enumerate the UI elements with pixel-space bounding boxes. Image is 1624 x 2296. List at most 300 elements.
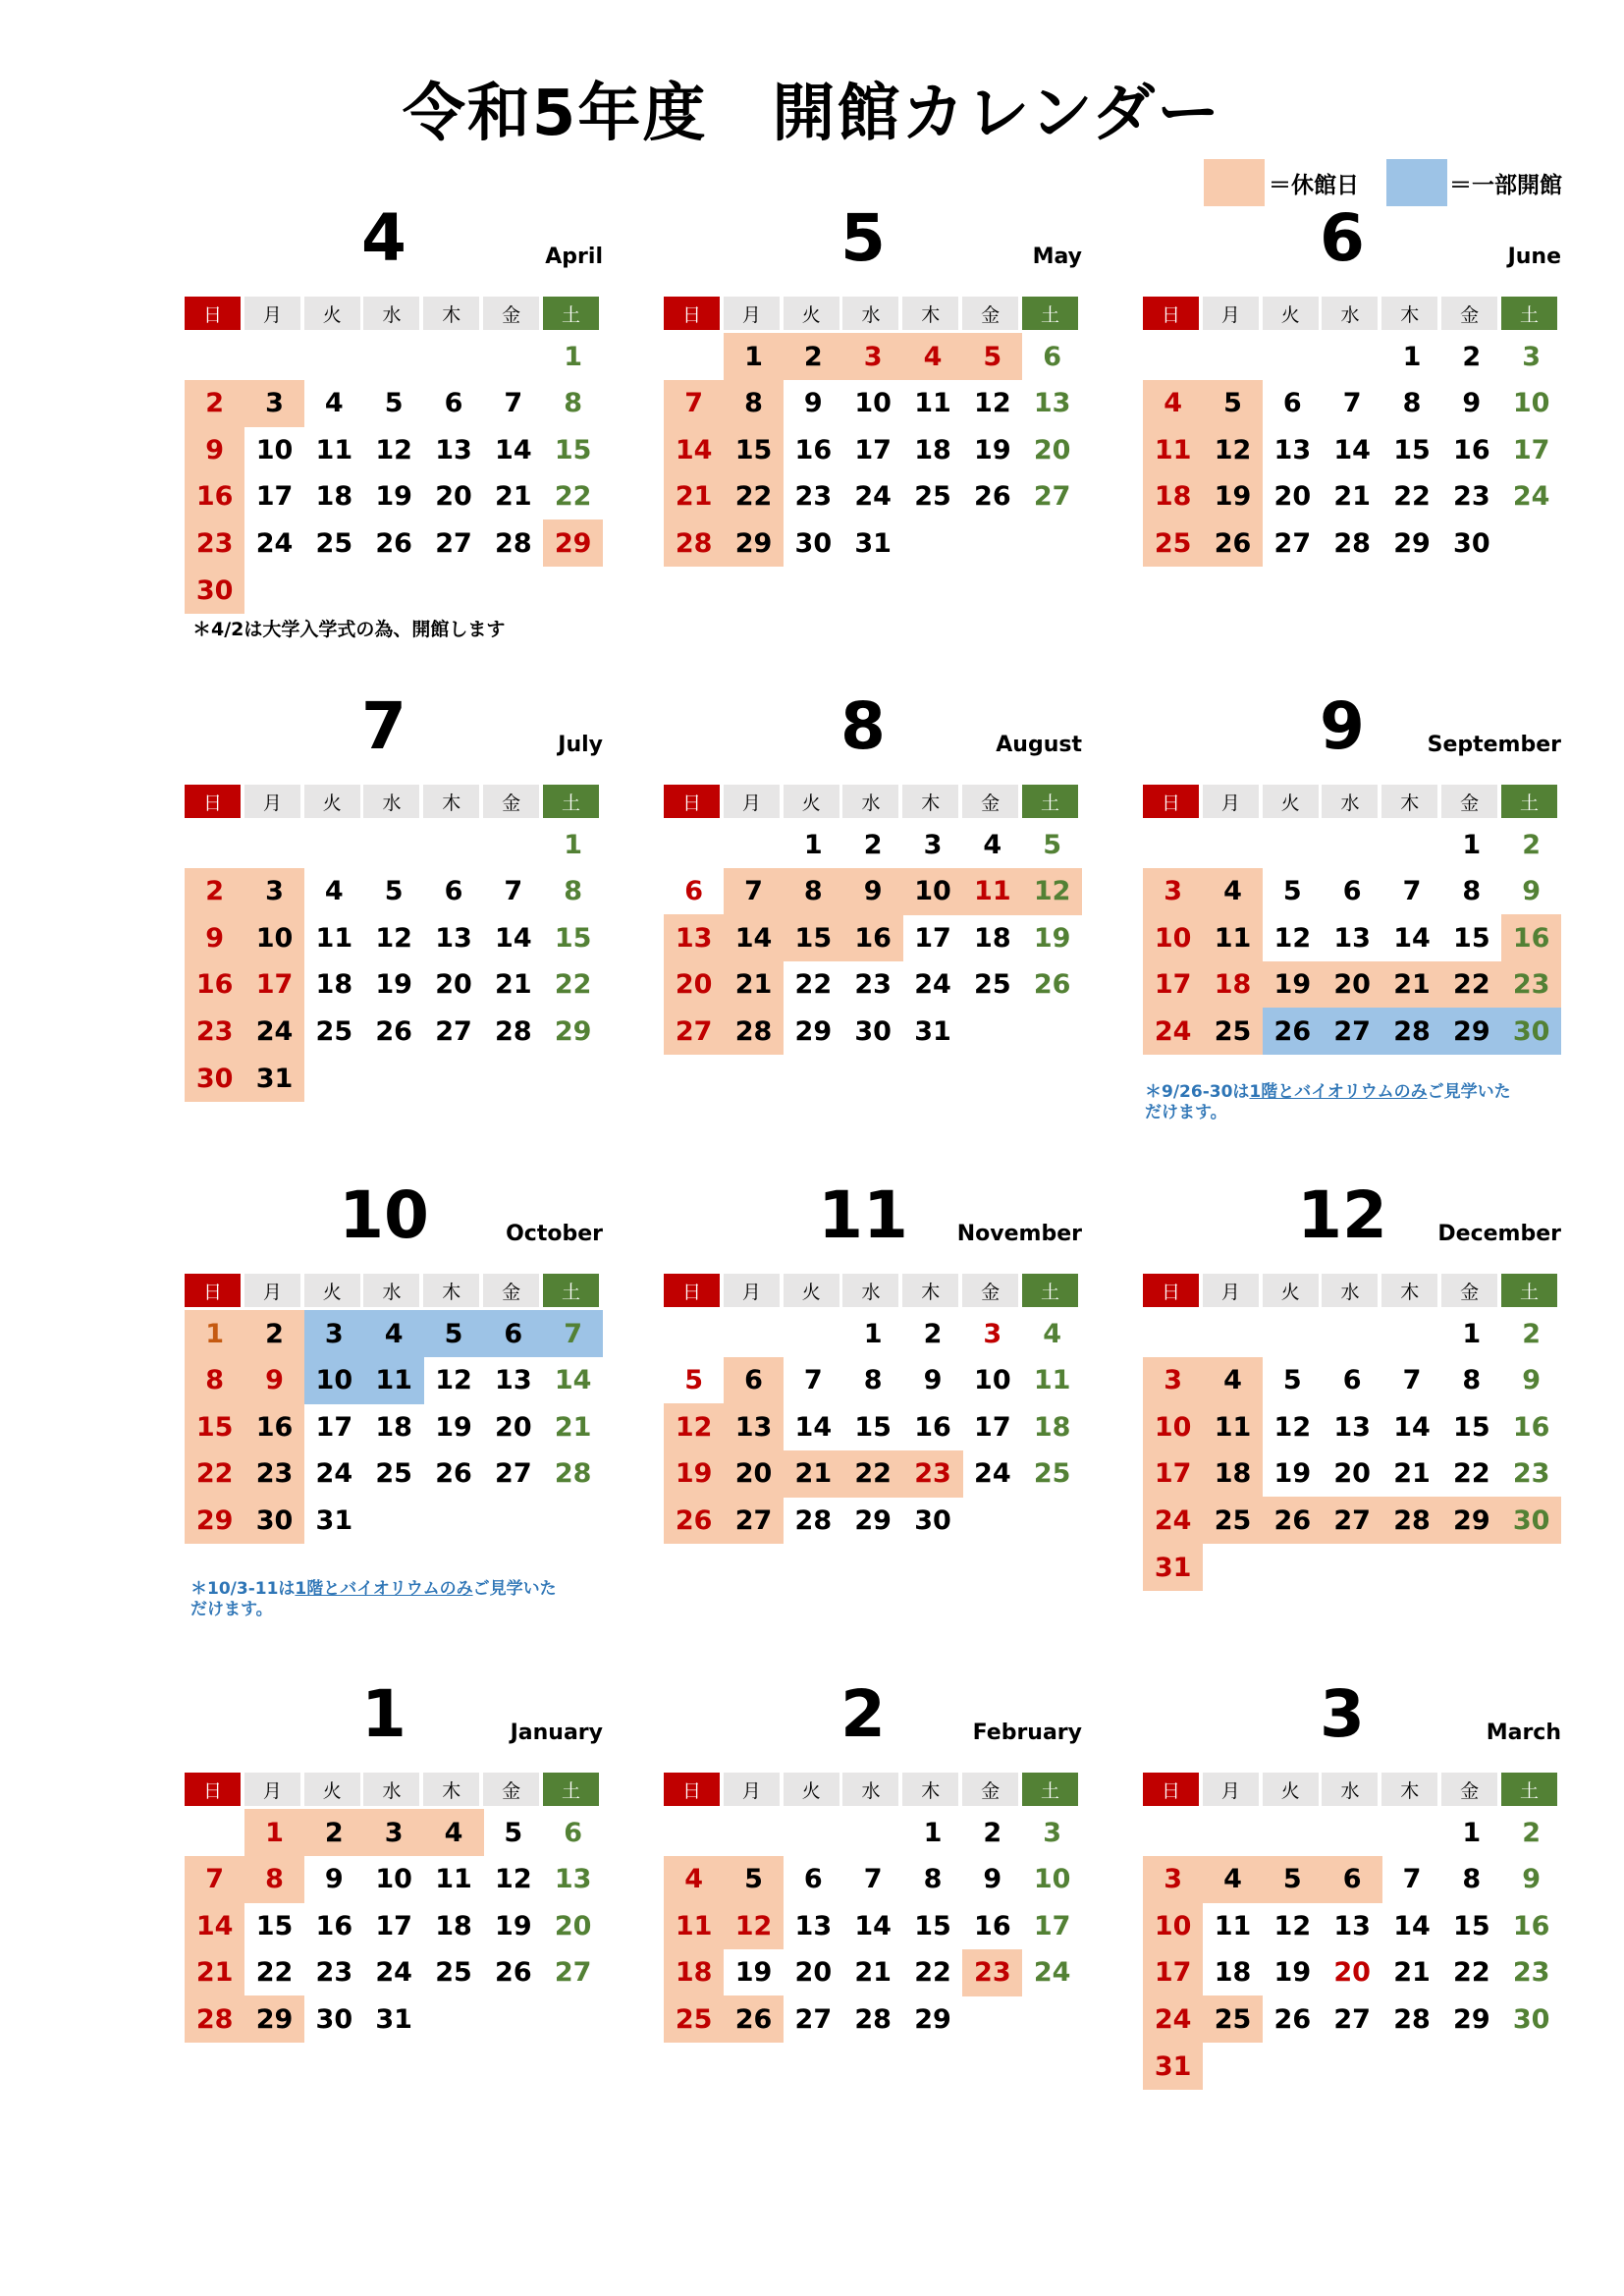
month-name: March [1486, 1721, 1561, 1745]
weekday-cell: 金 [962, 1274, 1018, 1307]
day-cell: 31 [854, 527, 892, 559]
october-note-link[interactable]: 1階とバイオリウムのみ [295, 1579, 473, 1599]
day-cell: 20 [1033, 434, 1071, 465]
weekday-cell: 金 [1441, 1274, 1497, 1307]
legend-partial-swatch [1386, 159, 1447, 206]
day-cell: 16 [1512, 1910, 1550, 1941]
day-cell: 9 [1522, 876, 1542, 907]
day-cell: 24 [1143, 1008, 1203, 1055]
day-cell: 1 [244, 1809, 304, 1856]
day-cell: 2 [1462, 341, 1482, 372]
day-cell: 15 [854, 1411, 892, 1443]
september-note-line2: だけます。 [1145, 1103, 1227, 1122]
weekday-cell: 月 [244, 1274, 300, 1307]
month-name: July [558, 733, 603, 757]
day-cell: 9 [185, 426, 244, 473]
month-january [185, 1677, 603, 2100]
weekday-cell: 木 [423, 297, 479, 330]
day-cell: 21 [1381, 961, 1441, 1009]
weekday-cell: 木 [1381, 785, 1437, 818]
day-cell: 29 [554, 1015, 592, 1047]
september-note-suffix: ご見学いた [1427, 1082, 1511, 1102]
day-cell: 13 [554, 1864, 592, 1895]
day-cell: 19 [1033, 922, 1071, 954]
day-cell: 13 [1333, 1910, 1371, 1941]
weekday-header [185, 1773, 599, 1806]
day-cell: 27 [435, 1015, 472, 1047]
day-cell: 13 [1333, 1411, 1371, 1443]
day-cell: 5 [1203, 380, 1263, 427]
month-name: May [1032, 245, 1082, 269]
weekday-cell: 水 [842, 1274, 898, 1307]
day-cell: 22 [794, 969, 833, 1001]
day-cell: 21 [554, 1411, 592, 1443]
weekday-cell: 月 [724, 785, 780, 818]
day-cell: 25 [1203, 1497, 1263, 1544]
day-cell: 3 [1043, 1817, 1062, 1848]
weekday-cell: 土 [543, 297, 599, 330]
day-cell: 30 [794, 527, 833, 559]
october-note-prefix: ＊10/3-11は [190, 1579, 296, 1599]
day-cell: 28 [554, 1458, 592, 1490]
day-cell: 9 [244, 1357, 304, 1404]
day-cell: 17 [315, 1411, 353, 1443]
day-cell: 25 [664, 1995, 724, 2043]
day-cell: 6 [1322, 1856, 1381, 1903]
day-cell: 14 [495, 922, 532, 954]
day-cell: 9 [324, 1864, 344, 1895]
day-cell: 8 [724, 380, 784, 427]
day-cell: 18 [1143, 473, 1203, 520]
day-cell: 18 [1203, 1450, 1263, 1498]
legend-closed-swatch [1204, 159, 1265, 206]
day-cell: 11 [315, 434, 353, 465]
month-name: September [1427, 733, 1561, 757]
day-cell: 4 [324, 388, 344, 419]
day-cell: 13 [435, 922, 472, 954]
day-cell: 30 [244, 1497, 304, 1544]
day-cell: 26 [375, 527, 412, 559]
day-cell: 2 [304, 1809, 364, 1856]
day-cell: 14 [1333, 434, 1371, 465]
weekday-cell: 土 [1501, 297, 1557, 330]
weekday-cell: 金 [1441, 297, 1497, 330]
day-cell: 1 [1462, 1318, 1482, 1349]
weekday-cell: 金 [1441, 1773, 1497, 1806]
day-cell: 3 [983, 1318, 1002, 1349]
day-cell: 16 [1453, 434, 1490, 465]
weekday-header [664, 297, 1078, 330]
day-cell: 10 [854, 388, 892, 419]
weekday-cell: 金 [483, 1773, 539, 1806]
weekday-cell: 月 [1203, 1274, 1259, 1307]
day-cell: 8 [784, 868, 843, 915]
weekday-cell: 火 [304, 1274, 360, 1307]
day-cell: 17 [375, 1910, 412, 1941]
day-cell: 19 [375, 481, 412, 513]
day-cell: 1 [923, 1817, 943, 1848]
day-cell: 21 [495, 481, 532, 513]
day-cell: 19 [734, 1957, 773, 1989]
day-cell: 24 [974, 1458, 1011, 1490]
day-cell: 20 [724, 1450, 784, 1498]
day-cell: 12 [1203, 426, 1263, 473]
weekday-cell: 金 [962, 297, 1018, 330]
day-cell: 24 [1143, 1995, 1203, 2043]
day-cell: 23 [854, 969, 892, 1001]
day-cell: 30 [1512, 2003, 1550, 2035]
day-cell: 23 [185, 1008, 244, 1055]
day-cell: 20 [495, 1411, 532, 1443]
day-cell: 15 [554, 922, 592, 954]
day-cell: 31 [1143, 1544, 1203, 1591]
weekday-cell: 月 [244, 785, 300, 818]
weekday-cell: 木 [423, 1274, 479, 1307]
day-cell: 4 [1043, 1318, 1062, 1349]
day-cell: 2 [784, 333, 843, 380]
weekday-cell: 木 [902, 1274, 958, 1307]
day-cell: 26 [1203, 519, 1263, 567]
day-cell: 25 [914, 481, 951, 513]
day-cell: 10 [375, 1864, 412, 1895]
day-cell: 30 [185, 567, 244, 614]
day-cell: 13 [1333, 922, 1371, 954]
month-number: 11 [818, 1177, 908, 1253]
day-cell: 24 [1143, 1497, 1203, 1544]
day-cell: 18 [1203, 961, 1263, 1009]
day-cell: 20 [1322, 961, 1381, 1009]
day-cell: 8 [564, 876, 583, 907]
day-cell: 29 [794, 1015, 833, 1047]
weekday-header [664, 1274, 1078, 1307]
day-cell: 12 [1273, 1411, 1312, 1443]
day-cell: 3 [304, 1310, 364, 1357]
september-note-link[interactable]: 1階とバイオリウムのみ [1249, 1082, 1428, 1102]
october-note [190, 1579, 557, 1620]
day-cell: 15 [255, 1910, 294, 1941]
month-number: 6 [1320, 200, 1365, 276]
day-cell: 18 [1214, 1957, 1252, 1989]
day-cell: 27 [724, 1497, 784, 1544]
day-cell: 20 [554, 1910, 592, 1941]
day-cell: 6 [1342, 876, 1362, 907]
day-cell: 1 [863, 1318, 883, 1349]
weekday-cell: 日 [185, 297, 241, 330]
day-cell: 24 [854, 481, 892, 513]
weekday-cell: 土 [1501, 785, 1557, 818]
day-cell: 31 [914, 1015, 951, 1047]
day-cell: 15 [1453, 1411, 1490, 1443]
day-cell: 22 [1453, 1957, 1490, 1989]
day-cell: 11 [435, 1864, 472, 1895]
day-cell: 12 [1273, 1910, 1312, 1941]
day-cell: 17 [974, 1411, 1011, 1443]
weekday-header [1143, 1773, 1557, 1806]
day-cell: 9 [1462, 388, 1482, 419]
day-cell: 11 [1203, 1403, 1263, 1450]
day-cell: 22 [1393, 481, 1431, 513]
day-cell: 26 [375, 1015, 412, 1047]
weekday-cell: 木 [902, 297, 958, 330]
day-cell: 25 [375, 1458, 412, 1490]
month-name: October [506, 1222, 603, 1246]
day-cell: 29 [1453, 2003, 1490, 2035]
day-cell: 18 [435, 1910, 472, 1941]
weekday-cell: 火 [1263, 1773, 1319, 1806]
day-cell: 26 [495, 1957, 532, 1989]
weekday-cell: 日 [664, 1773, 720, 1806]
day-cell: 3 [1143, 1856, 1203, 1903]
day-cell: 17 [1143, 1450, 1203, 1498]
day-cell: 18 [974, 922, 1011, 954]
weekday-cell: 土 [1022, 1773, 1078, 1806]
day-cell: 20 [1333, 1458, 1371, 1490]
day-cell: 23 [1512, 1458, 1550, 1490]
day-cell: 7 [1402, 1365, 1422, 1396]
day-cell: 23 [794, 481, 833, 513]
day-cell: 29 [724, 519, 784, 567]
day-cell: 10 [1033, 1864, 1071, 1895]
day-cell: 22 [724, 473, 784, 520]
weekday-cell: 火 [304, 297, 360, 330]
day-cell: 6 [483, 1310, 543, 1357]
day-cell: 13 [1033, 388, 1071, 419]
day-cell: 5 [684, 1365, 704, 1396]
weekday-cell: 月 [1203, 1773, 1259, 1806]
day-cell: 7 [185, 1856, 244, 1903]
weekday-cell: 金 [1441, 785, 1497, 818]
day-cell: 20 [435, 481, 472, 513]
day-cell: 28 [854, 2003, 892, 2035]
day-cell: 1 [1402, 341, 1422, 372]
weekday-cell: 火 [784, 785, 839, 818]
day-cell: 10 [244, 914, 304, 961]
day-cell: 3 [923, 829, 943, 860]
day-cell: 30 [1501, 1008, 1561, 1055]
day-cell: 27 [554, 1957, 592, 1989]
day-cell: 1 [1462, 829, 1482, 860]
day-cell: 4 [423, 1809, 483, 1856]
weekday-header [664, 1773, 1078, 1806]
day-cell: 11 [1033, 1365, 1071, 1396]
weekday-cell: 火 [784, 1274, 839, 1307]
day-cell: 23 [244, 1450, 304, 1498]
day-cell: 17 [1033, 1910, 1071, 1941]
day-cell: 18 [664, 1949, 724, 1996]
weekday-cell: 火 [1263, 1274, 1319, 1307]
weekday-header [1143, 1274, 1557, 1307]
day-cell: 11 [363, 1357, 423, 1404]
day-cell: 30 [854, 1015, 892, 1047]
month-number: 3 [1320, 1676, 1365, 1752]
day-cell: 4 [1143, 380, 1203, 427]
day-cell: 23 [1501, 961, 1561, 1009]
day-cell: 8 [244, 1856, 304, 1903]
day-cell: 12 [495, 1864, 532, 1895]
day-cell: 25 [1203, 1008, 1263, 1055]
weekday-cell: 土 [1022, 785, 1078, 818]
day-cell: 9 [1522, 1864, 1542, 1895]
day-cell: 9 [803, 388, 823, 419]
day-cell: 4 [363, 1310, 423, 1357]
day-cell: 9 [923, 1365, 943, 1396]
day-cell: 1 [803, 829, 823, 860]
september-note-prefix: ＊9/26-30は [1145, 1082, 1250, 1102]
weekday-cell: 土 [1022, 1274, 1078, 1307]
weekday-cell: 日 [1143, 1274, 1199, 1307]
day-cell: 23 [962, 1949, 1022, 1996]
weekday-cell: 土 [543, 1274, 599, 1307]
april-note: ＊4/2は大学入学式の為、開館します [192, 619, 506, 640]
day-cell: 29 [1393, 527, 1431, 559]
day-cell: 10 [1512, 388, 1550, 419]
day-cell: 14 [185, 1902, 244, 1949]
day-cell: 29 [854, 1504, 892, 1536]
day-cell: 29 [1441, 1008, 1501, 1055]
day-cell: 10 [902, 868, 962, 915]
day-cell: 27 [1273, 527, 1312, 559]
day-cell: 7 [504, 388, 523, 419]
day-cell: 16 [794, 434, 833, 465]
day-cell: 28 [495, 527, 532, 559]
day-cell: 1 [1462, 1817, 1482, 1848]
day-cell: 8 [1462, 1864, 1482, 1895]
day-cell: 7 [504, 876, 523, 907]
day-cell: 19 [375, 969, 412, 1001]
day-cell: 30 [1501, 1497, 1561, 1544]
day-cell: 3 [363, 1809, 423, 1856]
weekday-cell: 水 [842, 1773, 898, 1806]
day-cell: 15 [554, 434, 592, 465]
weekday-cell: 火 [1263, 297, 1319, 330]
day-cell: 22 [185, 1450, 244, 1498]
weekday-header [664, 785, 1078, 818]
day-cell: 3 [1522, 341, 1542, 372]
day-cell: 28 [1333, 527, 1371, 559]
day-cell: 27 [664, 1008, 724, 1055]
day-cell: 27 [495, 1458, 532, 1490]
day-cell: 5 [1282, 1365, 1302, 1396]
day-cell: 12 [1273, 922, 1312, 954]
day-cell: 8 [1462, 1365, 1482, 1396]
day-cell: 21 [1333, 481, 1371, 513]
weekday-cell: 土 [543, 1773, 599, 1806]
day-cell: 2 [185, 380, 244, 427]
day-cell: 12 [435, 1365, 472, 1396]
day-cell: 22 [1441, 961, 1501, 1009]
weekday-cell: 金 [962, 785, 1018, 818]
day-cell: 26 [1263, 1008, 1323, 1055]
day-cell: 2 [1522, 1318, 1542, 1349]
day-cell: 9 [1522, 1365, 1542, 1396]
day-cell: 23 [1453, 481, 1490, 513]
weekday-cell: 金 [483, 1274, 539, 1307]
month-october [185, 1178, 603, 1601]
day-cell: 27 [435, 527, 472, 559]
day-cell: 10 [1143, 914, 1203, 961]
day-cell: 15 [724, 426, 784, 473]
day-cell: 13 [435, 434, 472, 465]
day-cell: 18 [315, 481, 353, 513]
month-november [664, 1178, 1082, 1601]
day-cell: 28 [724, 1008, 784, 1055]
day-cell: 26 [435, 1458, 472, 1490]
day-cell: 16 [914, 1411, 951, 1443]
day-cell: 6 [1282, 388, 1302, 419]
month-may [664, 201, 1082, 624]
day-cell: 6 [444, 388, 463, 419]
day-cell: 21 [664, 473, 724, 520]
day-cell: 20 [664, 961, 724, 1009]
day-cell: 29 [914, 2003, 951, 2035]
day-cell: 22 [554, 969, 592, 1001]
day-cell: 6 [444, 876, 463, 907]
weekday-cell: 日 [664, 785, 720, 818]
day-cell: 27 [1322, 1497, 1381, 1544]
day-cell: 4 [983, 829, 1002, 860]
day-cell: 21 [185, 1949, 244, 1996]
day-cell: 21 [784, 1450, 843, 1498]
day-cell: 28 [794, 1504, 833, 1536]
day-cell: 28 [1381, 1497, 1441, 1544]
day-cell: 14 [495, 434, 532, 465]
day-cell: 16 [185, 473, 244, 520]
day-cell: 25 [435, 1957, 472, 1989]
month-name: December [1437, 1222, 1561, 1246]
day-cell: 2 [1522, 1817, 1542, 1848]
weekday-cell: 日 [1143, 785, 1199, 818]
day-cell: 12 [1022, 868, 1082, 915]
weekday-cell: 水 [1322, 1274, 1378, 1307]
day-cell: 19 [435, 1411, 472, 1443]
weekday-cell: 水 [363, 785, 419, 818]
day-cell: 15 [1453, 922, 1490, 954]
day-cell: 28 [664, 519, 724, 567]
day-cell: 15 [914, 1910, 951, 1941]
day-cell: 15 [185, 1403, 244, 1450]
day-cell: 23 [315, 1957, 353, 1989]
day-cell: 8 [923, 1864, 943, 1895]
day-cell: 10 [974, 1365, 1011, 1396]
weekday-header [185, 1274, 599, 1307]
month-february [664, 1677, 1082, 2100]
weekday-cell: 水 [1322, 785, 1378, 818]
day-cell: 22 [554, 481, 592, 513]
weekday-cell: 火 [784, 1773, 839, 1806]
day-cell: 20 [1273, 481, 1312, 513]
day-cell: 7 [803, 1365, 823, 1396]
day-cell: 31 [1143, 2043, 1203, 2090]
month-number: 5 [840, 200, 886, 276]
day-cell: 1 [564, 341, 583, 372]
day-cell: 14 [664, 426, 724, 473]
day-cell: 9 [842, 868, 902, 915]
day-cell: 5 [1282, 876, 1302, 907]
day-cell: 16 [185, 961, 244, 1009]
weekday-cell: 日 [185, 1773, 241, 1806]
month-name: April [545, 245, 603, 269]
month-name: November [956, 1222, 1082, 1246]
day-cell: 19 [1203, 473, 1263, 520]
day-cell: 2 [1522, 829, 1542, 860]
day-cell: 19 [1263, 961, 1323, 1009]
day-cell: 25 [974, 969, 1011, 1001]
day-cell: 15 [1393, 434, 1431, 465]
day-cell: 4 [1203, 1357, 1263, 1404]
day-cell: 4 [1203, 868, 1263, 915]
day-cell: 18 [375, 1411, 412, 1443]
day-cell: 11 [1214, 1910, 1252, 1941]
